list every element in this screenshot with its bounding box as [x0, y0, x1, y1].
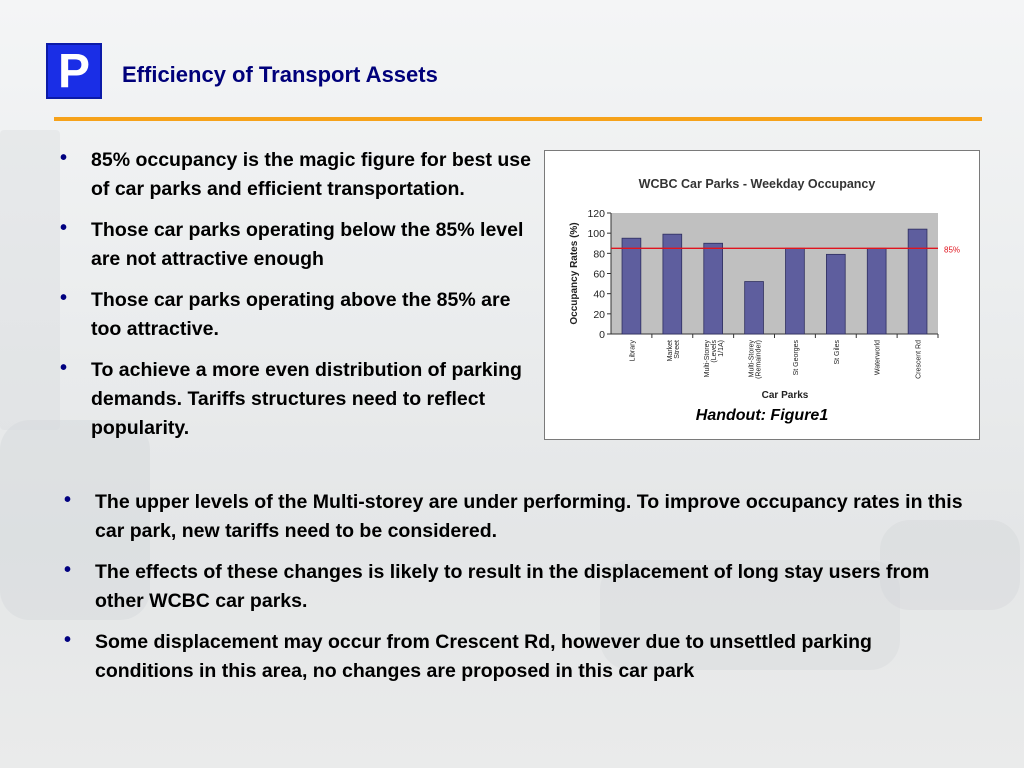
chart-figure	[544, 150, 980, 440]
bullet-text: The effects of these changes is likely to result in the displacement of long stay users from other WCBC car parks.	[95, 561, 930, 612]
bullet-text: The upper levels of the Multi-storey are under performing. To improve occupancy rates in this car park, new tariffs need to be considered.	[95, 491, 963, 542]
chart-title: WCBC Car Parks - Weekday Occupancy	[638, 177, 876, 191]
bullet-text: 85% occupancy is the magic figure for best use of car parks and efficient transportation.	[91, 149, 531, 200]
bullet-icon: •	[64, 629, 72, 651]
x-tick-label: Multi-Storey	[748, 340, 756, 378]
x-tick-label: Market	[666, 340, 674, 362]
bullet-item	[64, 558, 964, 616]
x-tick-label: Waterworld	[874, 340, 882, 376]
reference-line-label: 85%	[944, 245, 961, 255]
x-tick-label: Multi-Storey	[704, 340, 712, 378]
bullet-item	[60, 286, 540, 344]
bar	[826, 254, 845, 334]
bullet-item	[60, 216, 540, 274]
slide-title: Efficiency of Transport Assets	[122, 62, 438, 87]
bullet-icon: •	[60, 287, 68, 309]
bullet-icon: •	[64, 489, 72, 511]
plot-area	[611, 213, 938, 334]
x-tick-label: 1/1A)	[718, 340, 726, 357]
bullet-text: Those car parks operating above the 85% are too attractive.	[91, 289, 511, 340]
bullet-text: Some displacement may occur from Crescent Rd, however due to unsettled parking conditions in this area, no changes are proposed in this car park	[95, 631, 872, 682]
x-tick-label: St Giles	[833, 340, 841, 365]
x-tick-label: Street	[673, 340, 681, 359]
y-axis-label: Occupancy Rates (%)	[569, 222, 580, 325]
bar	[786, 248, 805, 334]
bullet-list-top	[60, 146, 540, 455]
x-tick-label: (Levels	[711, 340, 719, 363]
parking-logo: P	[46, 43, 102, 99]
y-tick-label: 0	[599, 329, 605, 341]
bullet-item	[60, 146, 540, 204]
bar	[745, 282, 764, 334]
bullet-list-bottom	[64, 488, 964, 698]
bar	[704, 243, 723, 334]
y-tick-label: 60	[593, 268, 605, 281]
x-tick-label: Library	[629, 340, 637, 362]
occupancy-bar-chart	[545, 151, 979, 401]
bullet-item	[60, 356, 540, 443]
x-axis-label: Car Parks	[761, 390, 809, 401]
y-tick-label: 20	[593, 308, 605, 321]
x-tick-label: (Remainder)	[755, 340, 763, 379]
x-tick-label: St Georges	[792, 340, 800, 376]
chart-caption: Handout: Figure1	[695, 407, 829, 424]
bullet-icon: •	[64, 559, 72, 581]
bullet-item	[64, 488, 964, 546]
bullet-icon: •	[60, 217, 68, 239]
bar	[867, 248, 886, 334]
y-tick-label: 100	[587, 228, 605, 241]
title-divider	[54, 117, 982, 121]
y-tick-label: 40	[593, 288, 605, 301]
bar	[622, 238, 641, 334]
x-tick-label: Crescent Rd	[915, 340, 923, 379]
bullet-icon: •	[60, 357, 68, 379]
bullet-text: To achieve a more even distribution of parking demands. Tariffs structures need to reflect popularity.	[91, 359, 522, 439]
bullet-item	[64, 628, 964, 686]
background-building-shape	[0, 130, 60, 430]
bullet-icon: •	[60, 147, 68, 169]
bar	[663, 234, 682, 334]
bullet-text: Those car parks operating below the 85% level are not attractive enough	[91, 219, 524, 270]
y-tick-label: 120	[587, 208, 605, 220]
bar	[908, 229, 927, 334]
y-tick-label: 80	[593, 248, 605, 261]
